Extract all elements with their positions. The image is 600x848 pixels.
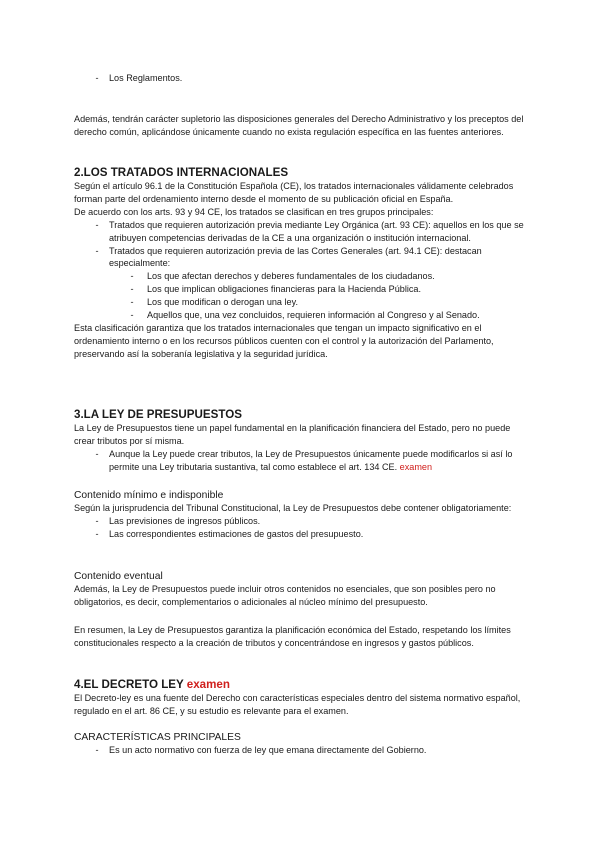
list-item (74, 72, 526, 85)
intro-section (74, 72, 526, 85)
section-heading: 2.LOS TRATADOS INTERNACIONALES (74, 166, 289, 179)
intro-paragraph-block (74, 113, 526, 139)
subheading: CARACTERÍSTICAS PRINCIPALES (74, 732, 241, 743)
sub-list-item-text: Los que afectan derechos y deberes fundamentales de los ciudadanos. (147, 271, 435, 282)
exam-tag: examen (399, 461, 433, 472)
sub-list-item (74, 309, 526, 322)
sub-list-item-text: Aquellos que, una vez concluidos, requieren información al Congreso y al Senado. (147, 310, 480, 321)
list-item (74, 219, 526, 245)
list-item (74, 744, 526, 757)
paragraph: El Decreto-ley es una fuente del Derecho con características especiales dentro del sistema normativo español, regulado en el art. 86 CE, y su estudio es relevante para el examen. (74, 693, 521, 716)
list-item (74, 245, 526, 271)
list-item-text: Las previsiones de ingresos públicos. (109, 515, 261, 526)
bullet-marker: - (95, 515, 99, 526)
sub-list-item (74, 270, 526, 283)
paragraph: La Ley de Presupuestos tiene un papel fundamental en la planificación financiera del Estado, pero no puede crear tributos por sí misma. (74, 423, 511, 446)
paragraph: Esta clasificación garantiza que los tratados internacionales que tengan un impacto significativo en el ordenamiento interno o en los recursos públicos cuenten con el control y la autorización del Parlamento, preservando así la soberanía legislativa y la seguridad jurídica. (74, 322, 494, 359)
section-heading: 3.LA LEY DE PRESUPUESTOS (74, 408, 242, 421)
sub-list-item-text: Los que modifican o derogan una ley. (147, 297, 298, 308)
subheading: Contenido eventual (74, 571, 163, 582)
sub-list-item (74, 283, 526, 296)
bullet-marker: - (130, 284, 134, 295)
list-item-text: Los Reglamentos. (109, 73, 183, 83)
bullet-marker: - (95, 219, 99, 230)
sub-list-item (74, 296, 526, 309)
decreto-section (74, 678, 526, 718)
contenido-minimo-section (74, 489, 526, 541)
list-item-text: Tratados que requieren autorización previa mediante Ley Orgánica (art. 93 CE): aquellos en los que se atribuyen competencias derivadas de la CE a una organización o institución internacional. (109, 219, 524, 243)
bullet-marker: - (130, 271, 134, 282)
section-heading-wrap (74, 678, 526, 692)
bullet-marker: - (95, 245, 99, 256)
bullet-marker: - (95, 448, 99, 459)
tratados-section (74, 166, 526, 361)
paragraph: Según el artículo 96.1 de la Constitución Española (CE), los tratados internacionales válidamente celebrados forman parte del ordenamiento interno desde el momento de su publicación oficial en España. (74, 181, 514, 204)
list-item-text-wrap (109, 448, 526, 474)
bullet-marker: - (130, 310, 134, 321)
resumen-block (74, 624, 526, 650)
exam-tag: examen (186, 678, 230, 691)
sub-list-item-text: Los que implican obligaciones financieras para la Hacienda Pública. (147, 284, 421, 295)
list-item (74, 528, 526, 541)
list-item (74, 448, 526, 474)
bullet-marker: - (130, 297, 134, 308)
list-item-text: Tratados que requieren autorización previa de las Cortes Generales (art. 94.1 CE): destacan especialmente: (109, 245, 482, 269)
list-item-text: Aunque la Ley puede crear tributos, la Ley de Presupuestos únicamente puede modificarlos si así lo permite una Ley tributaria sustantiva, tal como establece el art. 134 CE. (109, 448, 513, 472)
list-item (74, 515, 526, 528)
caracteristicas-section (74, 731, 526, 757)
paragraph: Además, la Ley de Presupuestos puede incluir otros contenidos no esenciales, que son posibles pero no obligatorios, es decir, complementarios o adicionales al núcleo mínimo del presupuesto. (74, 584, 496, 607)
list-item-text: Es un acto normativo con fuerza de ley que emana directamente del Gobierno. (109, 745, 427, 755)
section-heading: 4.EL DECRETO LEY (74, 678, 184, 691)
presupuestos-section (74, 408, 526, 474)
bullet-marker: - (95, 528, 99, 539)
subheading: Contenido mínimo e indisponible (74, 490, 224, 501)
paragraph: En resumen, la Ley de Presupuestos garantiza la planificación económica del Estado, respetando los límites constitucionales respecto a la creación de tributos y concentrándose en ingresos y gastos públicos. (74, 625, 511, 648)
paragraph: Además, tendrán carácter supletorio las disposiciones generales del Derecho Administrativo y los preceptos del derecho común, aplicándose únicamente cuando no exista regulación específica en las fuentes anteriores. (74, 114, 524, 137)
contenido-eventual-section (74, 570, 526, 609)
paragraph: De acuerdo con los arts. 93 y 94 CE, los tratados se clasifican en tres grupos principales: (74, 206, 434, 217)
list-item-text: Las correspondientes estimaciones de gastos del presupuesto. (109, 528, 364, 539)
paragraph: Según la jurisprudencia del Tribunal Constitucional, la Ley de Presupuestos debe contener obligatoriamente: (74, 503, 512, 513)
bullet-marker: - (95, 745, 99, 755)
bullet-marker: - (95, 73, 99, 83)
